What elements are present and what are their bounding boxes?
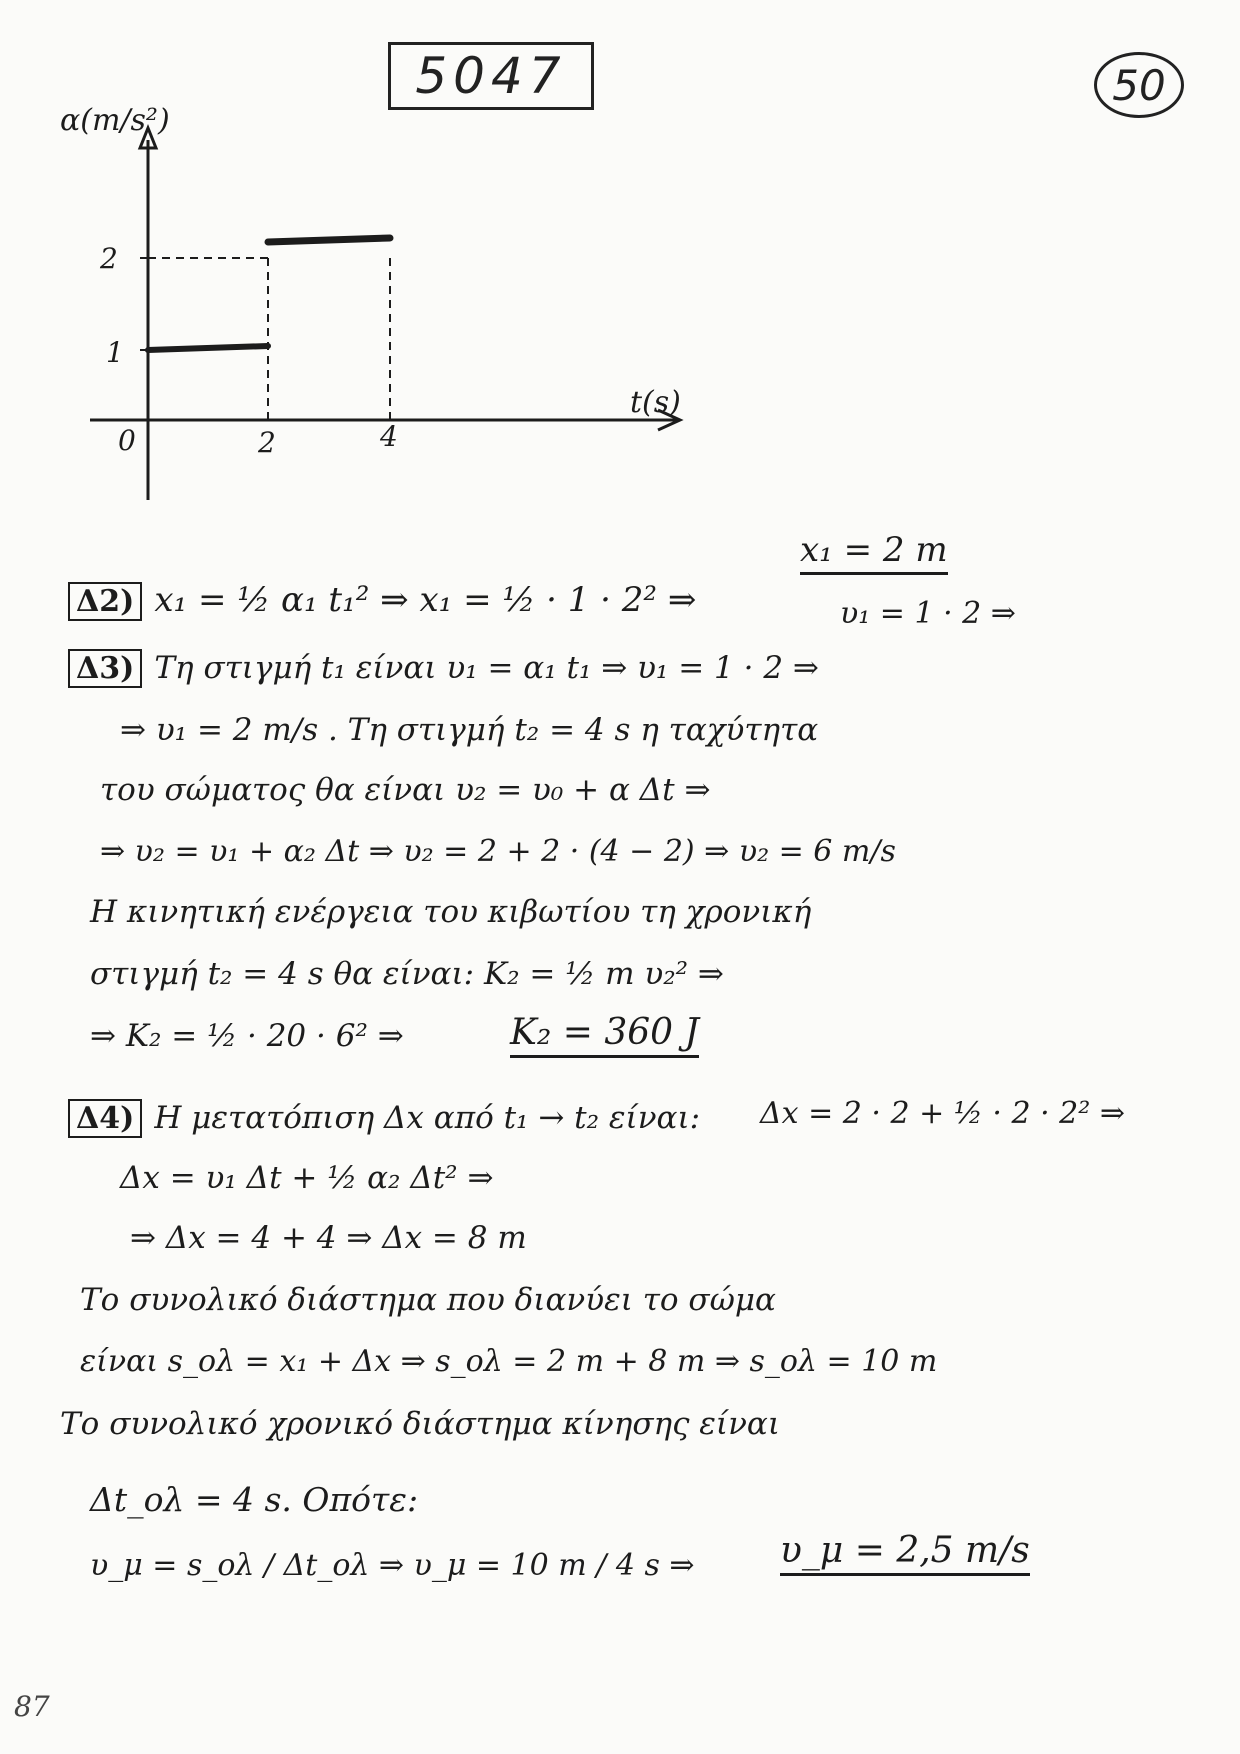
d3-line4: ⇒ υ₂ = υ₁ + α₂ Δt ⇒ υ₂ = 2 + 2 · (4 − 2) ⇒ υ₂ = 6 m/s: [100, 834, 896, 869]
y-axis-label: α(m/s²): [60, 103, 170, 138]
d3-label: Δ3): [68, 649, 142, 688]
x-tick-2: 2: [258, 426, 276, 459]
d4-line2: Δx = υ₁ Δt + ½ α₂ Δt² ⇒: [120, 1160, 494, 1196]
page-number-circle: 50: [1094, 52, 1184, 118]
y-tick-2: 2: [100, 242, 118, 275]
d4-line1: Δ4) Η μετατόπιση Δx από t₁ → t₂ είναι:: [68, 1100, 700, 1136]
corner-note: 87: [14, 1690, 50, 1723]
d2-label: Δ2): [68, 582, 142, 621]
d4-line3: ⇒ Δx = 4 + 4 ⇒ Δx = 8 m: [130, 1220, 527, 1256]
d3-line3: του σώματος θα είναι υ₂ = υ₀ + α Δt ⇒: [100, 772, 711, 808]
d3-line6: στιγμή t₂ = 4 s θα είναι: K₂ = ½ m υ₂² ⇒: [90, 956, 724, 992]
d3-line1: Δ3) Τη στιγμή t₁ είναι υ₁ = α₁ t₁ ⇒ υ₁ = 1 · 2 ⇒: [68, 650, 819, 686]
d4-line4: Το συνολικό διάστημα που διανύει το σώμα: [80, 1282, 776, 1318]
d4-result: υ_μ = 2,5 m/s: [780, 1530, 1030, 1576]
segment-a2: [268, 238, 390, 242]
d3-line5: Η κινητική ενέργεια του κιβωτίου τη χρονική: [90, 894, 812, 930]
d2-result: x₁ = 2 m: [800, 530, 948, 575]
d2-equation: x₁ = ½ α₁ t₁² ⇒ x₁ = ½ · 1 · 2² ⇒: [154, 580, 697, 620]
d4-line6: Το συνολικό χρονικό διάστημα κίνησης είναι: [60, 1406, 781, 1442]
d4-label: Δ4): [68, 1099, 142, 1138]
d2-line2: υ₁ = 1 · 2 ⇒: [840, 596, 1016, 631]
d4-line1b: Δx = 2 · 2 + ½ · 2 · 2² ⇒: [760, 1096, 1125, 1131]
d4-line8: υ_μ = s_ολ / Δt_ολ ⇒ υ_μ = 10 m / 4 s ⇒: [90, 1548, 695, 1583]
acceleration-time-graph: [60, 100, 760, 540]
d4-line7: Δt_ολ = 4 s. Οπότε:: [90, 1480, 419, 1519]
problem-id-box: 5047: [388, 42, 594, 110]
segment-a1: [148, 346, 268, 350]
x-axis-label: t(s): [630, 385, 681, 420]
d4-line5: είναι s_ολ = x₁ + Δx ⇒ s_ολ = 2 m + 8 m ⇒ s_ολ = 10 m: [80, 1344, 938, 1379]
d2-line: [68, 580, 696, 620]
d3-line2: ⇒ υ₁ = 2 m/s . Τη στιγμή t₂ = 4 s η ταχύτητα: [120, 712, 819, 748]
x-tick-4: 4: [380, 420, 398, 453]
y-tick-1: 1: [106, 336, 124, 369]
d3-result: K₂ = 360 J: [510, 1012, 699, 1058]
x-tick-0: 0: [118, 424, 136, 457]
d3-line7: ⇒ K₂ = ½ · 20 · 6² ⇒: [90, 1018, 404, 1054]
